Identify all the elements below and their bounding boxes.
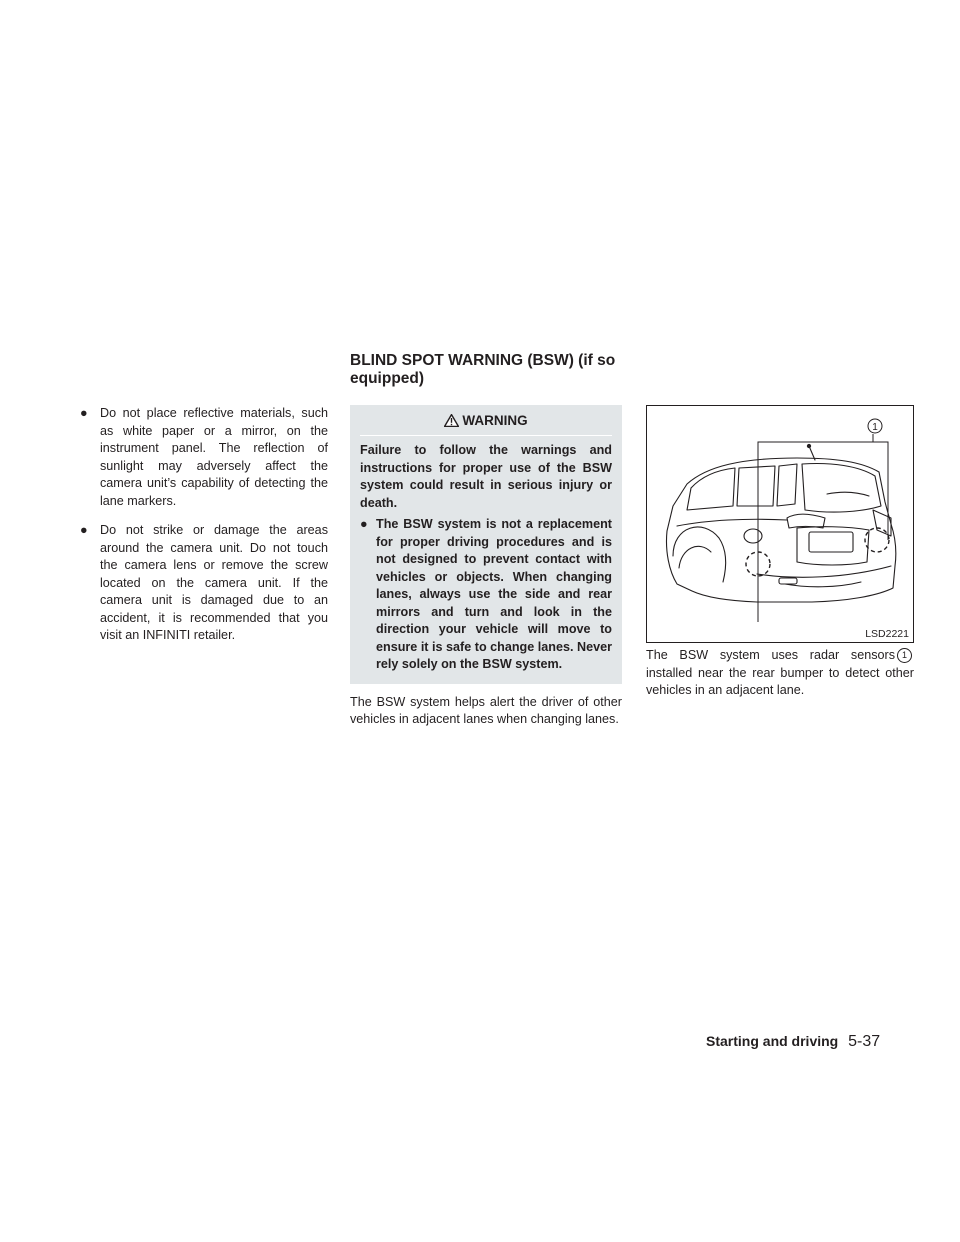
warning-box	[350, 405, 622, 684]
right-column	[646, 405, 914, 700]
page-number: 5-37	[848, 1033, 881, 1050]
vehicle-rear-illustration	[647, 406, 913, 642]
bullet-icon: ●	[80, 523, 88, 537]
bullet-text: Do not strike or damage the areas around the camera unit. Do not touch the camera lens or remove the screw located on the camera unit. If the camera unit is damaged due to an accident, it is recommended that you visit an INFINITI retailer.	[100, 523, 328, 642]
paragraph-text-before: The BSW system uses radar sensors	[646, 648, 895, 662]
warning-triangle-icon	[444, 414, 459, 427]
warning-bullet-text: The BSW system is not a replacement for proper driving procedures and is not designed to prevent contact with vehicles or objects. When changing lanes, always use the side and rear mirrors and turn and look in the direction your vehicle will move to ensure it is safe to change lanes. Never rely solely on the BSW system.	[376, 517, 612, 671]
paragraph-text-after: installed near the rear bumper to detect other vehicles in an adjacent lane.	[646, 665, 914, 697]
warning-text: Failure to follow the warnings and instructions for proper use of the BSW system could result in serious injury or death.	[360, 443, 612, 510]
body-paragraph	[646, 647, 914, 700]
left-column	[80, 405, 328, 657]
callout-marker-icon: 1	[897, 648, 912, 663]
bullet-item	[80, 522, 328, 645]
warning-title-text: WARNING	[462, 413, 528, 428]
section-heading: BLIND SPOT WARNING (BSW) (if so equipped)	[350, 352, 616, 387]
figure-code: LSD2221	[865, 628, 909, 640]
page-footer	[706, 1032, 880, 1051]
body-paragraph: The BSW system helps alert the driver of other vehicles in adjacent lanes when changing lanes.	[350, 694, 622, 726]
bullet-icon: ●	[360, 517, 368, 531]
bullet-text: Do not place reflective materials, such as white paper or a mirror, on the instrument panel. The reflection of sunlight may adversely affect the camera unit’s capability of detecting the lane markers.	[100, 406, 328, 508]
middle-column	[350, 405, 622, 729]
figure-callout-number: 1	[872, 422, 878, 433]
warning-bullet	[360, 516, 612, 674]
bullet-icon: ●	[80, 406, 88, 420]
figure-bsw-sensors	[646, 405, 914, 643]
footer-section-title: Starting and driving	[706, 1033, 839, 1049]
warning-title	[360, 413, 612, 436]
bullet-item	[80, 405, 328, 510]
